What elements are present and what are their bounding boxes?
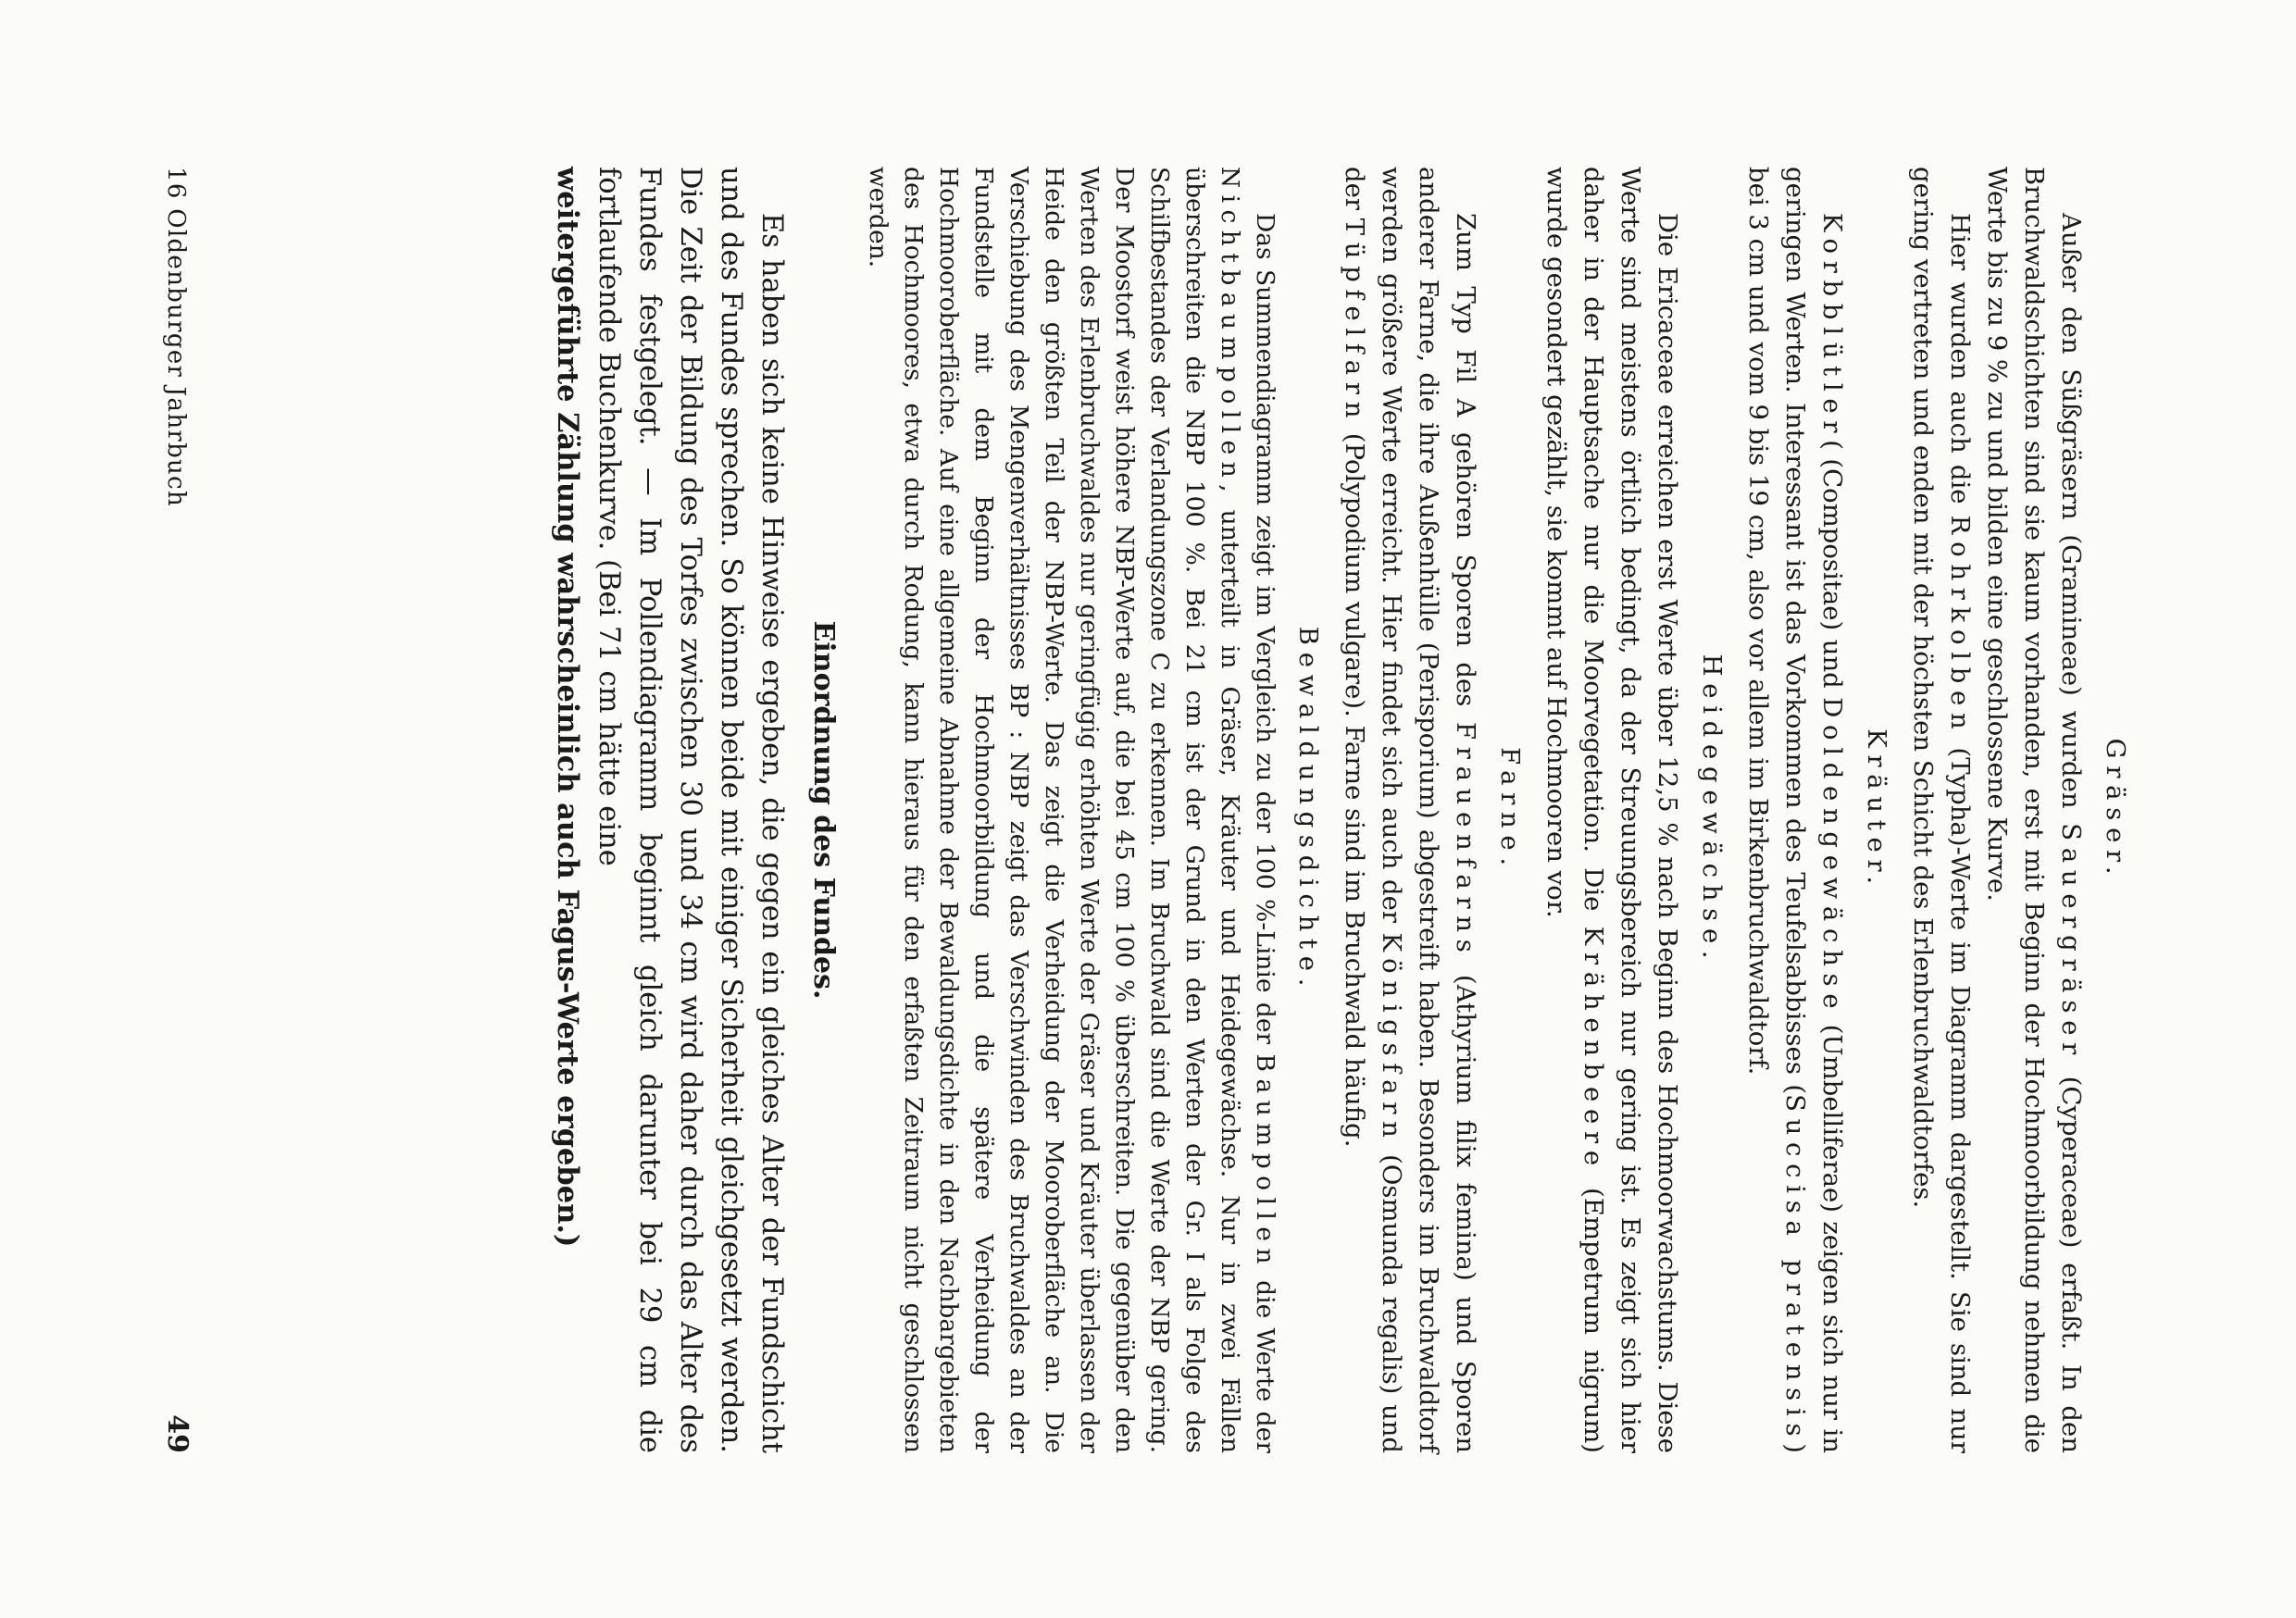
heading-bewaldungsdichte: Bewaldungsdichte.: [1293, 626, 1323, 994]
footer-journal-title: 16 Oldenburger Jahrbuch: [162, 167, 190, 507]
spaced-term: Rohrkolben: [1945, 515, 1975, 737]
spaced-term: Baumpollen: [1251, 1053, 1279, 1271]
heading-graeser: Gräser.: [2101, 738, 2130, 882]
spaced-term: Sauergräser: [2056, 823, 2086, 1063]
text-run: (Osmunda regalis) und der: [1340, 167, 1406, 1453]
heading-kraeuter: Kräuter.: [1862, 728, 1891, 891]
text-run: ( (Compositae) und: [1817, 440, 1847, 698]
paragraph-farne-1: [1336, 167, 1484, 1453]
text-run: Zum Typ Fil A gehören Sporen des: [1451, 213, 1480, 722]
einordnung-block: [547, 167, 792, 1453]
spaced-term: Nichtbaumpollen: [1216, 167, 1244, 485]
paragraph-heidegewaechse-1: [1538, 167, 1686, 1453]
bewaldungsdichte-block: [860, 167, 1282, 1453]
text-run: die Werte der: [1251, 1270, 1279, 1453]
page-number: 49: [161, 1414, 193, 1453]
spaced-term: Königsfarn: [1377, 932, 1406, 1145]
spaced-term: Korbblütler: [1817, 213, 1847, 441]
text-run: Hier wurden auch die: [1945, 213, 1975, 516]
paragraph-graeser-1: [1978, 167, 2090, 1453]
text-run: (Typha)-Werte im Diagramm dargestellt. Sie sind nur gering vertreten und enden mit der höchsten Schicht des Erlenbruchwaldtorfes.: [1908, 167, 1975, 1453]
spaced-term: Frauenfarns: [1451, 721, 1480, 960]
paragraph-einordnung-2: weitergeführte Zählung wahrscheinlich auch Fagus-Werte ergeben.): [551, 167, 584, 1248]
text-run: Das Summendiagramm zeigt im Vergleich zu der 100 %-Linie der: [1251, 213, 1279, 1054]
text-run: (Athyrium filix femina) und Sporen anderer Farne, die ihre Außenhülle (Perisporium) abgestreift haben. Besonders im Bruchwaldtorf werden größere Werte erreicht. Hier findet sich auch der: [1377, 167, 1480, 1453]
heading-einordnung: Einordnung des Fundes.: [807, 620, 840, 1000]
paragraph-kraeuter-1: [1740, 167, 1851, 1453]
text-run: (Empetrum nigrum) wurde gesondert gezählt, sie kommt auf Hochmooren vor.: [1541, 167, 1608, 1453]
spaced-term: Tüpfelfarn: [1340, 218, 1369, 426]
text-run: Außer den Süßgräsern (Gramineae) wurden: [2056, 213, 2086, 824]
spaced-term: Krähenbeere: [1578, 926, 1608, 1173]
page-content: [547, 167, 2143, 1453]
text-run: (Cyperaceae) erfaßt. In den Bruchwaldschichten sind sie kaum vorhanden, erst mit Beginn der Hochmoorbildung nehmen die Werte bis zu 9 % zu und bilden eine geschlossene Kurve.: [1982, 167, 2086, 1453]
text-run: (Polypodium vulgare). Farne sind im Bruchwald häufig.: [1340, 425, 1369, 1148]
paragraph-einordnung-1: Es haben sich keine Hinweise ergeben, die gegen ein gleiches Alter der Fundschicht und des Fundes sprechen. So können beide mit einiger Sicherheit gleichgesetzt werden. Die Zeit der Bildung des Torfes zwischen 30 und 34 cm wird daher durch das Alter des Fundes festgelegt. — Im Pollendiagramm beginnt gleich darunter bei 29 cm die fortlaufende Buchenkurve. (Bei 71 cm hätte eine: [593, 167, 788, 1453]
text-run: , unterteilt in Gräser, Kräuter und Heidegewächse. Nur in zwei Fällen überschreiten die NBP 100 %. Bei 21 cm ist der Grund in den Werten der Gr. I als Folge des Schilfbestandes der Verlandungszone C zu erkennen. Im Bruchwald sind die Werte der NBP gering. Der Moostorf weist höhere NBP-Werte auf, die bei 45 cm 100 % überschreiten. Die gegenüber den Werten des Erlenbruchwaldes nur geringfügig erhöhten Werte der Gräser und Kräuter überlassen der Heide den größten Teil der NBP-Werte. Das zeigt die Verheidung der Mooroberfläche an. Die Verschiebung des Mengenverhältnisses BP : NBP zeigt das Verschwinden des Bruchwaldes an der Fundstelle mit dem Beginn der Hochmoorbildung und die spätere Verheidung der Hochmooroberfläche. Auf eine allgemeine Abnahme der Bewaldungsdichte in den Nachbargebieten des Hochmoores, etwa durch Rodung, kann hieraus für den erfaßten Zeitraum nicht geschlossen werden.: [864, 167, 1244, 1453]
page-footer: [153, 167, 193, 1453]
paragraph-graeser-2: [1904, 167, 1978, 1453]
heading-farne: Farne.: [1495, 747, 1525, 873]
text-run: Die Ericaceae erreichen erst Werte über 12,5 % nach Beginn des Hochmoorwachstums. Diese Werte sind meistens örtlich bedingt, da der Streuungsbereich nur gering ist. Es zeigt sich hier daher in der Hauptsache nur die Moorvegetation. Die: [1578, 167, 1682, 1453]
text-run: ) bei 3 cm und vom 9 bis 19 cm, also vor allem im Birkenbruchwaldtorf.: [1743, 167, 1810, 1453]
paragraph-bewaldungsdichte-1: [860, 167, 1282, 1453]
spaced-term: Succisa pratensis: [1780, 1094, 1810, 1444]
spaced-term: Doldengewächse: [1817, 697, 1847, 1016]
heading-heidegewaechse: Heidegewächse.: [1697, 653, 1727, 966]
text-run: (Umbelliferae) zeigen sich nur in geringen Werten. Interessant ist das Vorkommen des Teufelsabbisses (: [1780, 167, 1847, 1453]
